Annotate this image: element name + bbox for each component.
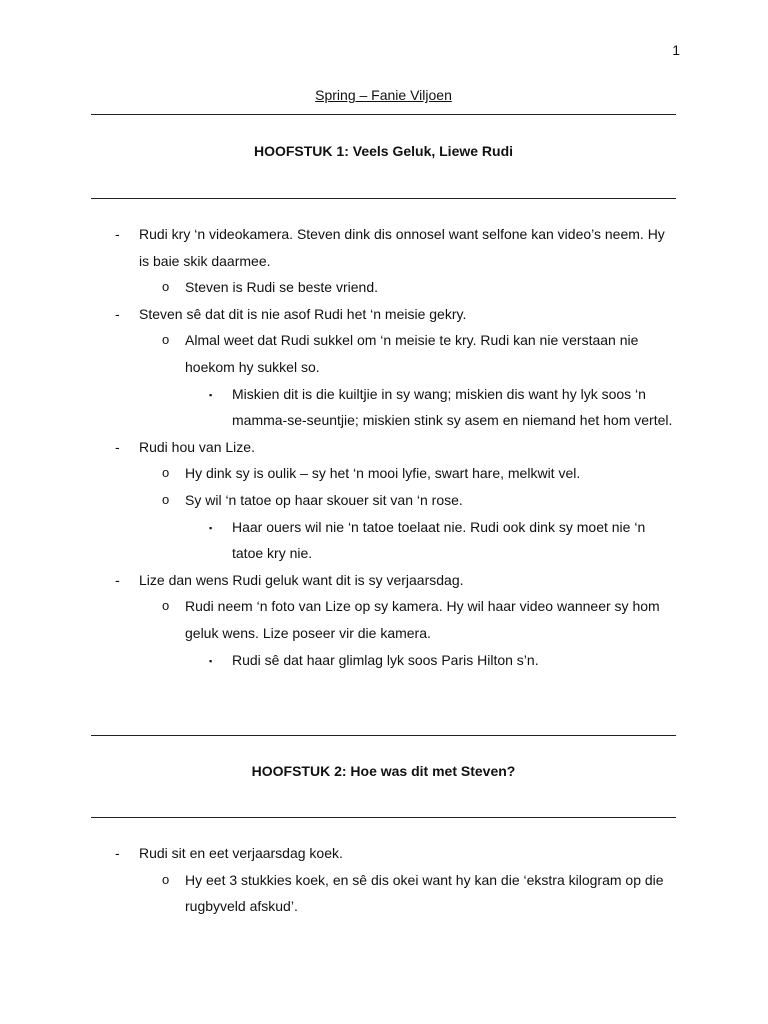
bullet-marker: o	[162, 332, 170, 348]
bullet-marker: o	[162, 598, 170, 614]
divider-line	[91, 114, 676, 115]
chapter-1-notes	[0, 221, 768, 673]
list-item	[0, 460, 676, 487]
list-item	[0, 593, 676, 646]
chapter-2-heading: HOOFSTUK 2: Hoe was dit met Steven?	[251, 763, 516, 779]
bullet-marker: -	[115, 438, 120, 455]
list-item	[0, 514, 676, 567]
list-item	[0, 327, 676, 380]
list-item-text: Steven is Rudi se beste vriend.	[185, 279, 378, 296]
bullet-marker: o	[162, 491, 170, 507]
bullet-marker: ▪	[209, 389, 213, 400]
list-item	[0, 221, 676, 274]
chapter-1-heading: HOOFSTUK 1: Veels Geluk, Liewe Rudi	[253, 143, 514, 159]
list-item	[0, 487, 676, 514]
list-item	[0, 381, 676, 434]
bullet-marker: ▪	[209, 522, 213, 533]
list-item-text: Rudi sit en eet verjaarsdag koek.	[139, 845, 343, 861]
bullet-marker: -	[115, 845, 120, 861]
list-item-text: Almal weet dat Rudi sukkel om ‘n meisie te kry. Rudi kan nie verstaan nie hoekom hy sukkel so.	[185, 332, 639, 375]
chapter-2-notes	[0, 840, 768, 920]
list-item-text: Hy dink sy is oulik – sy het ‘n mooi lyfie, swart hare, melkwit vel.	[185, 465, 581, 482]
divider-line	[91, 817, 676, 818]
bullet-marker: o	[162, 871, 170, 887]
bullet-marker: -	[115, 305, 120, 322]
bullet-marker: -	[115, 571, 120, 588]
list-item	[0, 647, 676, 674]
list-item-text: Rudi hou van Lize.	[139, 438, 255, 455]
bullet-marker: o	[162, 465, 170, 481]
bullet-marker: -	[115, 226, 120, 242]
bullet-marker: ▪	[209, 655, 213, 666]
list-item-text: Hy eet 3 stukkies koek, en sê dis okei want hy kan die ‘ekstra kilogram op die rugbyveld afskud’.	[185, 871, 664, 915]
document-title: Spring – Fanie Viljoen	[315, 87, 452, 103]
list-item	[0, 567, 676, 594]
list-item	[0, 434, 676, 461]
list-item-text: Steven sê dat dit is nie asof Rudi het ‘n meisie gekry.	[139, 305, 467, 322]
divider-line	[91, 198, 676, 199]
list-item-text: Rudi neem ‘n foto van Lize op sy kamera. Hy wil haar video wanneer sy hom geluk wens. Lize poseer vir die kamera.	[185, 598, 660, 641]
list-item	[0, 867, 676, 920]
list-item	[0, 274, 676, 301]
list-item	[0, 301, 676, 328]
page-number: 1	[672, 42, 680, 58]
bullet-marker: o	[162, 279, 170, 295]
list-item-text: Lize dan wens Rudi geluk want dit is sy verjaarsdag.	[139, 571, 464, 588]
list-item-text: Haar ouers wil nie ‘n tatoe toelaat nie. Rudi ook dink sy moet nie ‘n tatoe kry nie.	[232, 518, 646, 562]
list-item-text: Miskien dit is die kuiltjie in sy wang; miskien dis want hy lyk soos ‘n mamma-se-seuntjie; miskien stink sy asem en niemand het hom vertel.	[232, 385, 673, 429]
list-item-text: Rudi sê dat haar glimlag lyk soos Paris Hilton s’n.	[232, 651, 539, 668]
list-item-text: Sy wil ‘n tatoe op haar skouer sit van ‘n rose.	[185, 491, 463, 508]
list-item	[0, 840, 676, 867]
divider-line	[91, 735, 676, 736]
list-item-text: Rudi kry ‘n videokamera. Steven dink dis onnosel want selfone kan video’s neem. Hy is baie skik daarmee.	[139, 226, 665, 269]
